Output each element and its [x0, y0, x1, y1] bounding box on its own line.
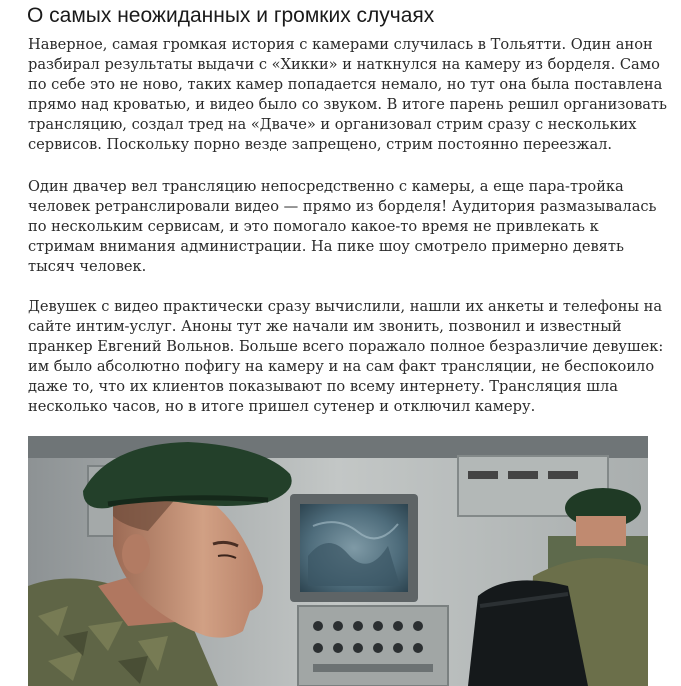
text-line: несколько часов, но в итоге пришел сутенер и отключил камеру.	[28, 398, 536, 415]
text-line: Девушек с видео практически сразу вычислили, нашли их анкеты и телефоны на	[28, 298, 663, 315]
seat	[468, 580, 588, 686]
text-line: Наверное, самая громкая история с камерами случилась в Тольятти. Один анон	[28, 36, 653, 53]
text-line: сервисов. Поскольку порно везде запрещено, стрим постоянно переезжал.	[28, 136, 613, 153]
paragraph-2	[28, 177, 660, 277]
text-line: разбирал результаты выдачи с «Хикки» и наткнулся на камеру из борделя. Само	[28, 56, 660, 73]
text-line: им было абсолютно пофигу на камеру и на сам факт трансляции, не беспокоило	[28, 358, 655, 375]
text-line: тысяч человек.	[28, 258, 147, 275]
text-line: человек ретранслировали видео — прямо из борделя! Аудитория размазывалась	[28, 198, 657, 215]
text-line: даже то, что их клиентов показывают по всему интернету. Трансляция шла	[28, 378, 618, 395]
paragraph-3	[28, 297, 664, 417]
soldiers-at-console-illustration	[28, 436, 648, 686]
text-line: пранкер Евгений Вольнов. Больше всего поражало полное безразличие девушек:	[28, 338, 664, 355]
article-photo	[28, 436, 648, 686]
text-line: сайте интим-услуг. Аноны тут же начали им звонить, позвонил и известный	[28, 318, 622, 335]
text-line: трансляцию, создал тред на «Двaче» и организовал стрим сразу с нескольких	[28, 116, 637, 133]
text-line: Один двачер вел трансляцию непосредственно с камеры, а еще пара-тройка	[28, 178, 624, 195]
paragraph-1	[28, 35, 668, 155]
text-line: по нескольким сервисам, и это помогало какое-то время не привлекать к	[28, 218, 599, 235]
article-heading: О самых неожиданных и громких случаях	[27, 4, 435, 27]
text-line: по себе это не ново, таких камер попадается немало, но тут она была поставлена	[28, 76, 663, 93]
text-line: стримам внимания администрации. На пике шоу смотрело примерно девять	[28, 238, 624, 255]
text-line: прямо над кроватью, и видео было со звуком. В итоге парень решил организовать	[28, 96, 668, 113]
